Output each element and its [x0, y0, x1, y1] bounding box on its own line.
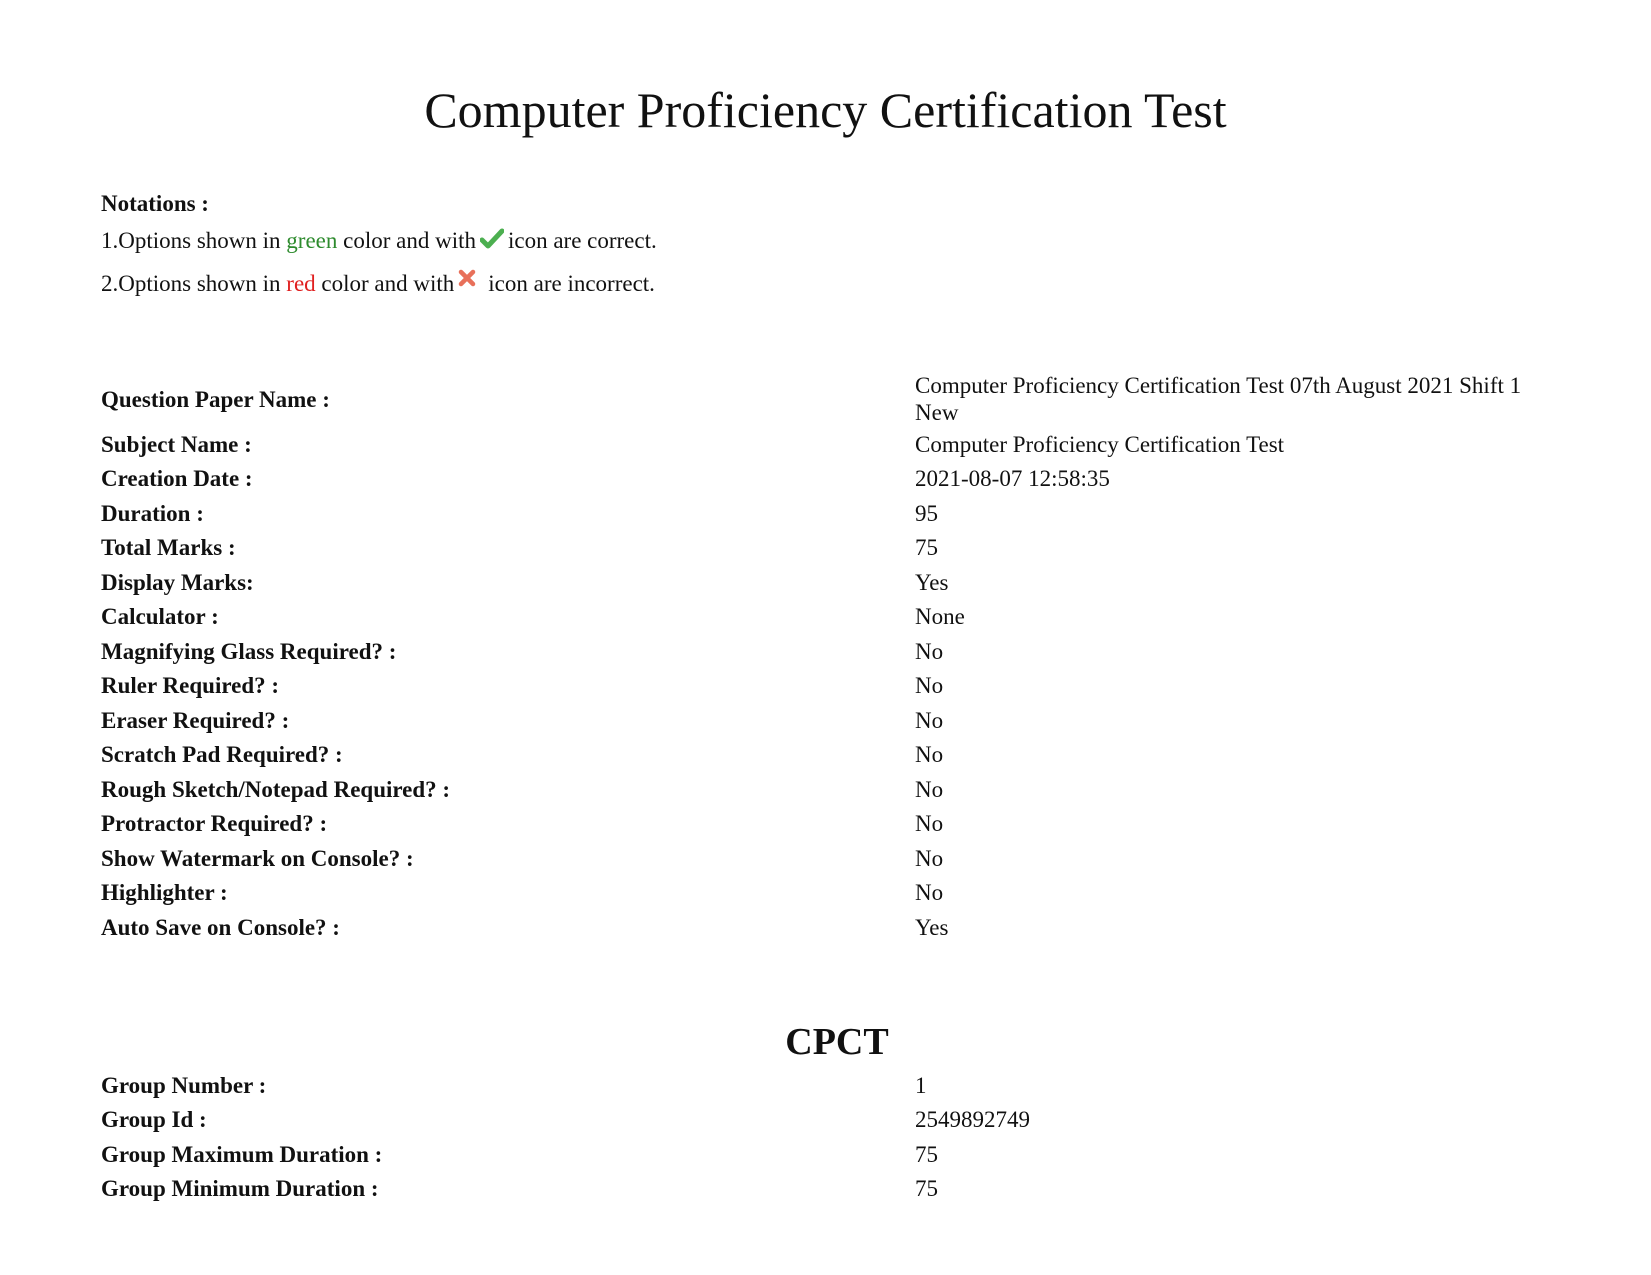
group-row [101, 1068, 1561, 1103]
info-value: No [915, 673, 944, 699]
info-value: No [915, 776, 944, 802]
info-row [101, 876, 1561, 911]
info-row [101, 371, 1561, 427]
notation-incorrect-middle: color and with [321, 271, 455, 296]
info-label: Ruler Required? : [101, 673, 280, 699]
group-label: Group Maximum Duration : [101, 1141, 383, 1167]
info-value: 75 [915, 535, 938, 561]
info-value: Computer Proficiency Certification Test [915, 431, 1285, 457]
group-label: Group Id : [101, 1107, 207, 1133]
check-icon [480, 224, 504, 261]
group-row [101, 1137, 1561, 1172]
info-value: No [915, 811, 944, 837]
info-value: No [915, 742, 944, 768]
info-label: Total Marks : [101, 535, 236, 561]
info-row [101, 703, 1561, 738]
info-label: Highlighter : [101, 880, 228, 906]
cross-icon [458, 261, 476, 298]
info-value: Yes [915, 914, 949, 940]
group-row [101, 1103, 1561, 1138]
page-title: Computer Proficiency Certification Test [424, 82, 1227, 138]
notation-incorrect [101, 261, 657, 302]
info-label: Show Watermark on Console? : [101, 845, 414, 871]
info-label: Scratch Pad Required? : [101, 742, 343, 768]
notation-correct-suffix: icon are correct. [507, 228, 657, 253]
info-label: Magnifying Glass Required? : [101, 638, 397, 664]
notation-correct-middle: color and with [343, 228, 476, 253]
info-label: Auto Save on Console? : [101, 914, 340, 940]
info-value: No [915, 845, 944, 871]
notation-correct-prefix: 1.Options shown in [101, 228, 281, 253]
info-value: No [915, 638, 944, 664]
notation-incorrect-color-word: red [286, 271, 316, 296]
info-label: Creation Date : [101, 466, 253, 492]
info-row [101, 634, 1561, 669]
info-row [101, 910, 1561, 945]
info-value: No [915, 880, 944, 906]
info-value: 95 [915, 500, 938, 526]
group-label: Group Number : [101, 1072, 267, 1098]
info-label: Calculator : [101, 604, 219, 630]
notations-block [101, 185, 657, 302]
info-row [101, 841, 1561, 876]
section-title: CPCT [785, 1021, 889, 1063]
notations-heading: Notations : [101, 191, 209, 216]
paper-info-table [101, 371, 1561, 945]
info-label: Duration : [101, 500, 204, 526]
notation-incorrect-prefix: 2.Options shown in [101, 271, 281, 296]
info-row [101, 496, 1561, 531]
info-value: No [915, 707, 944, 733]
info-row [101, 669, 1561, 704]
info-row [101, 807, 1561, 842]
info-row [101, 427, 1561, 462]
info-label: Rough Sketch/Notepad Required? : [101, 776, 451, 802]
info-label: Display Marks: [101, 569, 254, 595]
info-label: Subject Name : [101, 431, 252, 457]
notation-incorrect-suffix: icon are incorrect. [488, 271, 655, 296]
info-value: Yes [915, 569, 949, 595]
info-label: Eraser Required? : [101, 707, 290, 733]
info-row [101, 531, 1561, 566]
group-value: 2549892749 [915, 1107, 1030, 1133]
info-label: Protractor Required? : [101, 811, 328, 837]
group-value: 75 [915, 1141, 938, 1167]
info-row [101, 600, 1561, 635]
group-value: 1 [915, 1072, 927, 1098]
info-row [101, 772, 1561, 807]
group-value: 75 [915, 1176, 938, 1202]
info-row [101, 462, 1561, 497]
info-row [101, 565, 1561, 600]
group-info-table [101, 1068, 1561, 1206]
info-label: Question Paper Name : [101, 386, 330, 412]
info-value: None [915, 604, 965, 630]
group-row [101, 1172, 1561, 1207]
notation-correct [101, 222, 657, 261]
notation-correct-color-word: green [286, 228, 338, 253]
group-label: Group Minimum Duration : [101, 1176, 379, 1202]
info-value: Computer Proficiency Certification Test 07th August 2021 Shift 1 New [915, 373, 1522, 425]
info-row [101, 738, 1561, 773]
info-value: 2021-08-07 12:58:35 [915, 466, 1110, 492]
